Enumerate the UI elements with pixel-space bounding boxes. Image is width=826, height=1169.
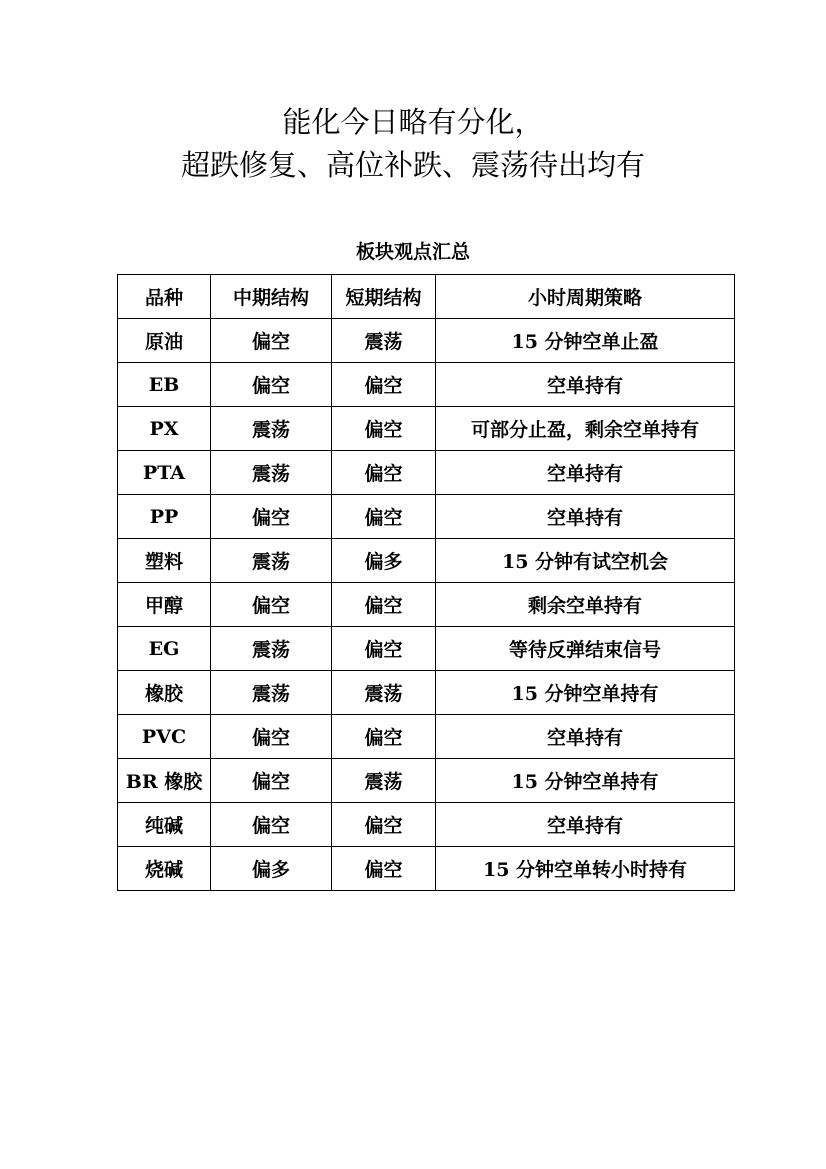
cell-strategy: 15 分钟空单止盈 [436, 319, 735, 363]
cell-strategy: 等待反弹结束信号 [436, 627, 735, 671]
sector-view-summary-table [117, 274, 735, 891]
page-title-line-2: 超跌修复、高位补跌、震荡待出均有 [180, 148, 645, 182]
cell-strategy: 15 分钟空单持有 [436, 759, 735, 803]
cell-strategy: 可部分止盈，剩余空单持有 [436, 407, 735, 451]
cell-medium-term: 偏空 [211, 363, 332, 407]
table-row [118, 407, 735, 451]
table-row [118, 583, 735, 627]
table-row [118, 451, 735, 495]
table-row [118, 847, 735, 891]
cell-short-term: 震荡 [332, 671, 436, 715]
cell-short-term: 偏空 [332, 407, 436, 451]
cell-strategy: 空单持有 [436, 803, 735, 847]
header-short-term-structure: 短期结构 [332, 275, 436, 319]
header-hourly-strategy: 小时周期策略 [436, 275, 735, 319]
table-header-row [118, 275, 735, 319]
cell-variety: BR 橡胶 [118, 759, 211, 803]
cell-variety: 烧碱 [118, 847, 211, 891]
cell-variety: PVC [118, 715, 211, 759]
cell-short-term: 偏多 [332, 539, 436, 583]
table-row [118, 671, 735, 715]
cell-variety: 橡胶 [118, 671, 211, 715]
cell-medium-term: 偏空 [211, 583, 332, 627]
cell-strategy: 剩余空单持有 [436, 583, 735, 627]
cell-short-term: 偏空 [332, 363, 436, 407]
cell-strategy: 空单持有 [436, 451, 735, 495]
cell-strategy: 15 分钟空单转小时持有 [436, 847, 735, 891]
cell-medium-term: 震荡 [211, 671, 332, 715]
table-row [118, 319, 735, 363]
table-row [118, 539, 735, 583]
cell-strategy: 15 分钟空单持有 [436, 671, 735, 715]
cell-medium-term: 震荡 [211, 539, 332, 583]
table-row [118, 495, 735, 539]
table-row [118, 803, 735, 847]
cell-short-term: 震荡 [332, 759, 436, 803]
table-row [118, 627, 735, 671]
cell-strategy: 空单持有 [436, 495, 735, 539]
cell-medium-term: 偏多 [211, 847, 332, 891]
cell-short-term: 震荡 [332, 319, 436, 363]
cell-medium-term: 偏空 [211, 715, 332, 759]
cell-variety: 甲醇 [118, 583, 211, 627]
cell-short-term: 偏空 [332, 583, 436, 627]
cell-variety: EG [118, 627, 211, 671]
section-title: 板块观点汇总 [355, 241, 470, 263]
header-variety: 品种 [118, 275, 211, 319]
cell-short-term: 偏空 [332, 495, 436, 539]
cell-variety: EB [118, 363, 211, 407]
cell-medium-term: 震荡 [211, 451, 332, 495]
cell-variety: PTA [118, 451, 211, 495]
cell-variety: PP [118, 495, 211, 539]
cell-medium-term: 震荡 [211, 627, 332, 671]
cell-strategy: 空单持有 [436, 363, 735, 407]
table-row [118, 715, 735, 759]
cell-short-term: 偏空 [332, 627, 436, 671]
cell-short-term: 偏空 [332, 803, 436, 847]
cell-strategy: 空单持有 [436, 715, 735, 759]
cell-medium-term: 偏空 [211, 803, 332, 847]
table-row [118, 363, 735, 407]
cell-strategy: 15 分钟有试空机会 [436, 539, 735, 583]
cell-medium-term: 偏空 [211, 319, 332, 363]
cell-medium-term: 震荡 [211, 407, 332, 451]
page-title-line-1: 能化今日略有分化， [282, 105, 544, 139]
table-row [118, 759, 735, 803]
cell-variety: 纯碱 [118, 803, 211, 847]
cell-variety: 塑料 [118, 539, 211, 583]
cell-short-term: 偏空 [332, 715, 436, 759]
cell-medium-term: 偏空 [211, 495, 332, 539]
cell-variety: 原油 [118, 319, 211, 363]
cell-short-term: 偏空 [332, 847, 436, 891]
cell-medium-term: 偏空 [211, 759, 332, 803]
cell-variety: PX [118, 407, 211, 451]
cell-short-term: 偏空 [332, 451, 436, 495]
header-medium-term-structure: 中期结构 [211, 275, 332, 319]
